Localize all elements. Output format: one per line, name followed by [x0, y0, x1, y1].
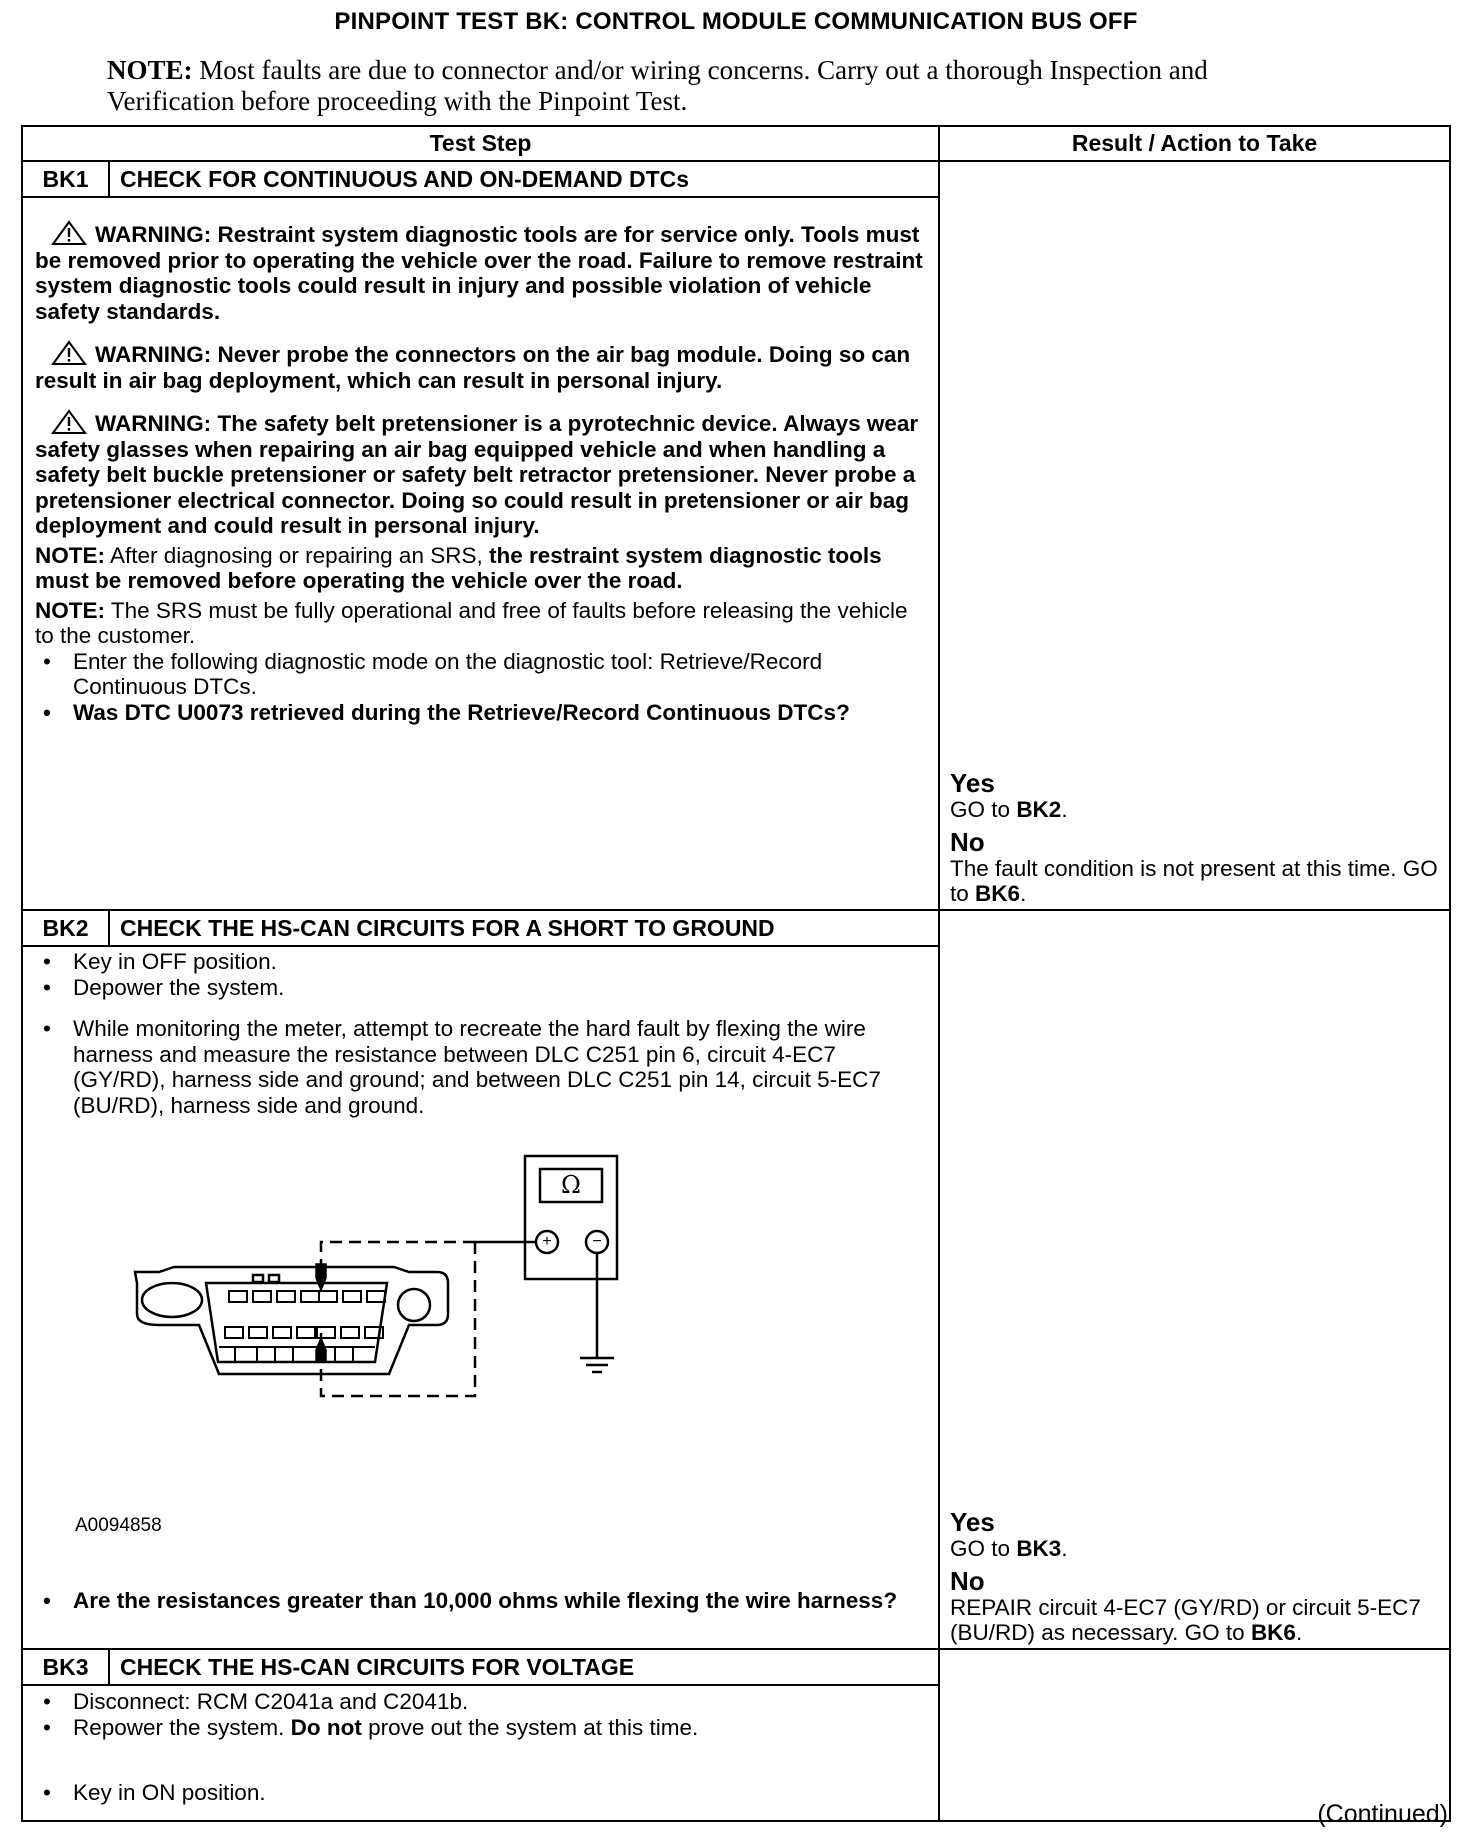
top-note-text: Most faults are due to connector and/or wiring concerns. Carry out a thorough Inspection and Verification before proceeding with the Pinpoint Test. [107, 55, 1208, 116]
warning-triangle-icon [51, 220, 87, 246]
list-item: • Depower the system. [35, 975, 926, 1001]
goto-link-bk3[interactable]: BK3 [1016, 1536, 1062, 1561]
step-heading-bk2: CHECK THE HS-CAN CIRCUITS FOR A SHORT TO GROUND [109, 910, 939, 946]
bullet-list-bk2-question [35, 1588, 926, 1614]
bullet-list-bk3 [35, 1689, 926, 1806]
list-item-question: • Are the resistances greater than 10,000 ohms while flexing the wire harness? [35, 1588, 926, 1614]
note-srs-tools: NOTE: After diagnosing or repairing an SRS, the restraint system diagnostic tools must be removed before operating the vehicle over the road. [35, 542, 882, 593]
list-item-question: • Was DTC U0073 retrieved during the Retrieve/Record Continuous DTCs? [35, 700, 926, 726]
warning-triangle-icon [51, 409, 87, 435]
continued-label: (Continued) [1317, 1800, 1448, 1828]
list-item: • Disconnect: RCM C2041a and C2041b. [35, 1689, 926, 1715]
step-body-bk3 [22, 1685, 939, 1821]
warning-triangle-icon [51, 340, 87, 366]
bullet-list-bk1 [35, 649, 926, 726]
goto-link-bk6[interactable]: BK6 [975, 881, 1021, 906]
list-item: • Repower the system. Do not prove out the system at this time. [35, 1715, 926, 1741]
step-body-bk2 [22, 946, 939, 1649]
step-row-bk3 [22, 1649, 1450, 1685]
top-note-label: NOTE: [107, 55, 193, 85]
header-result: Result / Action to Take [939, 126, 1450, 161]
figure-caption: A0094858 [75, 1515, 162, 1536]
yes-label-bk1: Yes [950, 768, 995, 798]
step-id-bk3: BK3 [22, 1649, 109, 1685]
pinpoint-test-table [21, 125, 1451, 1822]
result-bk3 [939, 1649, 1450, 1821]
dlc-figure [35, 1118, 926, 1588]
no-label-bk2: No [950, 1566, 985, 1596]
goto-link-bk2[interactable]: BK2 [1016, 797, 1062, 822]
yes-action-bk2: GO to BK3. [950, 1536, 1068, 1561]
goto-link-bk6[interactable]: BK6 [1250, 1620, 1296, 1645]
warning-2: WARNING: Never probe the connectors on the air bag module. Doing so can result in air bag deployment, which can result in personal injury. [35, 342, 911, 393]
page-title: PINPOINT TEST BK: CONTROL MODULE COMMUNICATION BUS OFF [334, 8, 1138, 35]
header-test-step: Test Step [22, 126, 939, 161]
list-item: • Enter the following diagnostic mode on the diagnostic tool: Retrieve/Record Continuous DTCs. [35, 649, 926, 700]
result-bk1 [939, 161, 1450, 910]
step-body-bk1 [22, 197, 939, 910]
step-id-bk2: BK2 [22, 910, 109, 946]
table-header-row [22, 126, 1450, 161]
bullet-list-bk2 [35, 949, 926, 1118]
yes-action-bk1: GO to BK2. [950, 797, 1068, 822]
step-heading-bk3: CHECK THE HS-CAN CIRCUITS FOR VOLTAGE [109, 1649, 939, 1685]
list-item: • Key in OFF position. [35, 949, 926, 975]
step-row-bk2 [22, 910, 1450, 946]
result-bk2 [939, 910, 1450, 1649]
ohm-symbol: Ω [561, 1171, 581, 1199]
list-item: • While monitoring the meter, attempt to recreate the hard fault by flexing the wire harness and measure the resistance between DLC C251 pin 6, circuit 4-EC7 (GY/RD), harness side and ground; and between DLC C251 pin 14, circuit 5-EC7 (BU/RD), harness side and ground. [35, 1016, 926, 1118]
step-row-bk1 [22, 161, 1450, 197]
no-action-bk2: REPAIR circuit 4-EC7 (GY/RD) or circuit 5-EC7 (BU/RD) as necessary. GO to BK6. [950, 1595, 1421, 1645]
meter-negative-terminal: − [592, 1233, 602, 1250]
no-label-bk1: No [950, 827, 985, 857]
top-note [107, 55, 1287, 117]
step-heading-bk1: CHECK FOR CONTINUOUS AND ON-DEMAND DTCs [109, 161, 939, 197]
warning-3: WARNING: The safety belt pretensioner is a pyrotechnic device. Always wear safety glasses when repairing an air bag equipped vehicle and when handling a safety belt buckle pretensioner or safety belt retractor pretensioner. Never probe a pretensioner electrical connector. Doing so could result in pretensioner or air bag deployment and could result in personal injury. [35, 411, 919, 538]
no-action-bk1: The fault condition is not present at this time. GO to BK6. [950, 856, 1438, 906]
yes-label-bk2: Yes [950, 1507, 995, 1537]
meter-positive-terminal: + [542, 1233, 552, 1250]
warning-1: WARNING: Restraint system diagnostic tools are for service only. Tools must be removed prior to operating the vehicle over the road. Failure to remove restraint system diagnostic tools could result in injury and possible violation of vehicle safety standards. [35, 222, 923, 324]
list-item: • Key in ON position. [35, 1780, 926, 1806]
step-id-bk1: BK1 [22, 161, 109, 197]
note-srs-operational: NOTE: The SRS must be fully operational and free of faults before releasing the vehicle to the customer. [35, 597, 908, 648]
